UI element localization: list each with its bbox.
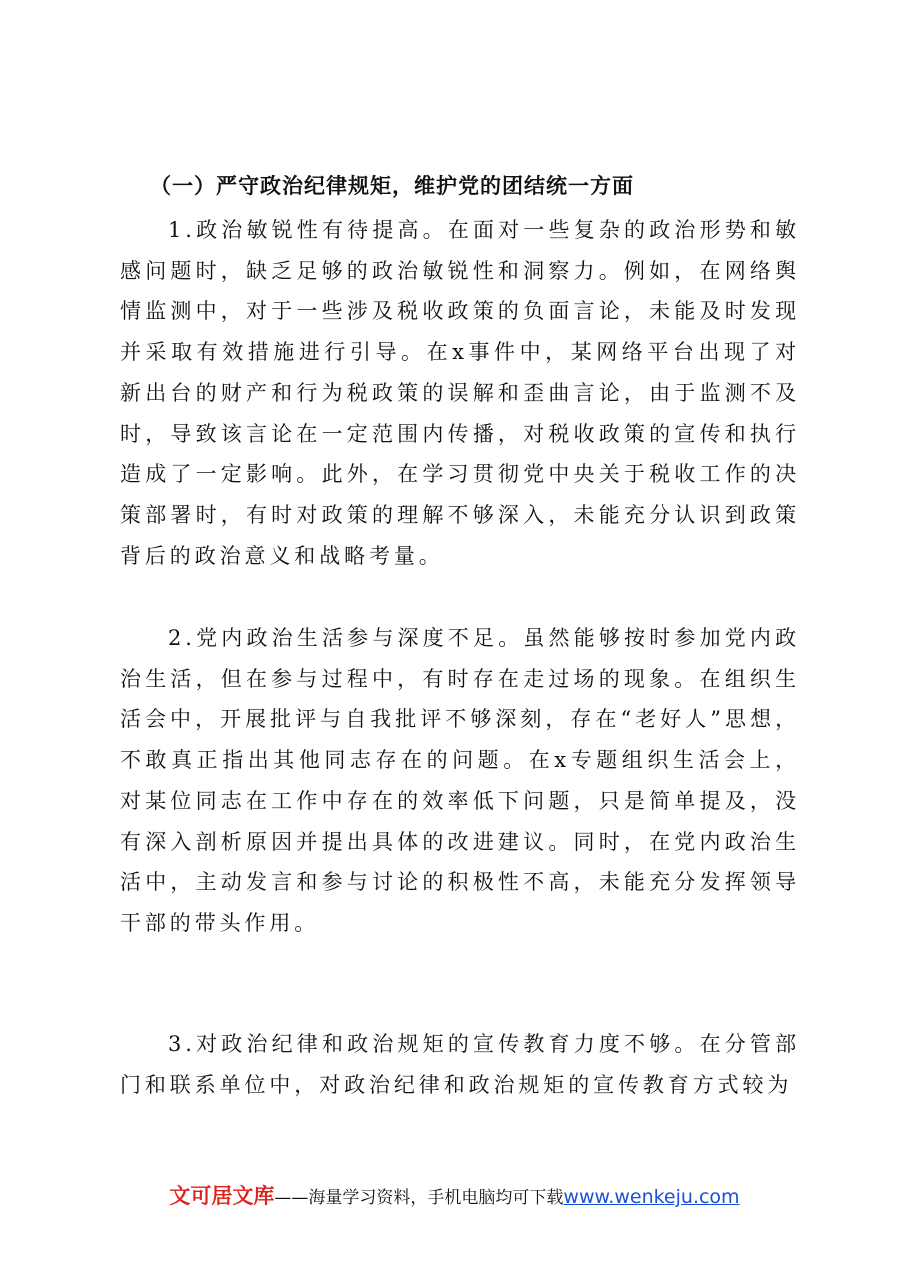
- footer-brand: 文可居文库: [169, 1184, 275, 1208]
- paragraph-3: 3.对政治纪律和政治规矩的宣传教育力度不够。在分管部门和联系单位中，对政治纪律和政治规矩的宣传教育方式较为: [120, 1032, 800, 1097]
- footer-banner: [0, 1180, 909, 1210]
- paragraph-2: 2.党内政治生活参与深度不足。虽然能够按时参加党内政治生活，但在参与过程中，有时存在走过场的现象。在组织生活会中，开展批评与自我批评不够深刻，存在“老好人”思想，不敢真正指出其他同志存在的问题。在x专题组织生活会上，对某位同志在工作中存在的效率低下问题，只是简单提及，没有深入剖析原因并提出具体的改进建议。同时，在党内政治生活中，主动发言和参与讨论的积极性不高，未能充分发挥领导干部的带头作用。: [120, 626, 800, 935]
- paragraph-1: 1.政治敏锐性有待提高。在面对一些复杂的政治形势和敏感问题时，缺乏足够的政治敏锐性和洞察力。例如，在网络舆情监测中，对于一些涉及税收政策的负面言论，未能及时发现并采取有效措施进行引导。在x事件中，某网络平台出现了对新出台的财产和行为税政策的误解和歪曲言论，由于监测不及时，导致该言论在一定范围内传播，对税收政策的宣传和执行造成了一定影响。此外，在学习贯彻党中央关于税收工作的决策部署时，有时对政策的理解不够深入，未能充分认识到政策背后的政治意义和战略考量。: [120, 218, 800, 568]
- section-heading: （一）严守政治纪律规矩，维护党的团结统一方面: [150, 174, 634, 198]
- footer-tagline: ——海量学习资料，手机电脑均可下载: [274, 1188, 564, 1208]
- footer-url-link[interactable]: www.wenkeju.com: [563, 1186, 740, 1208]
